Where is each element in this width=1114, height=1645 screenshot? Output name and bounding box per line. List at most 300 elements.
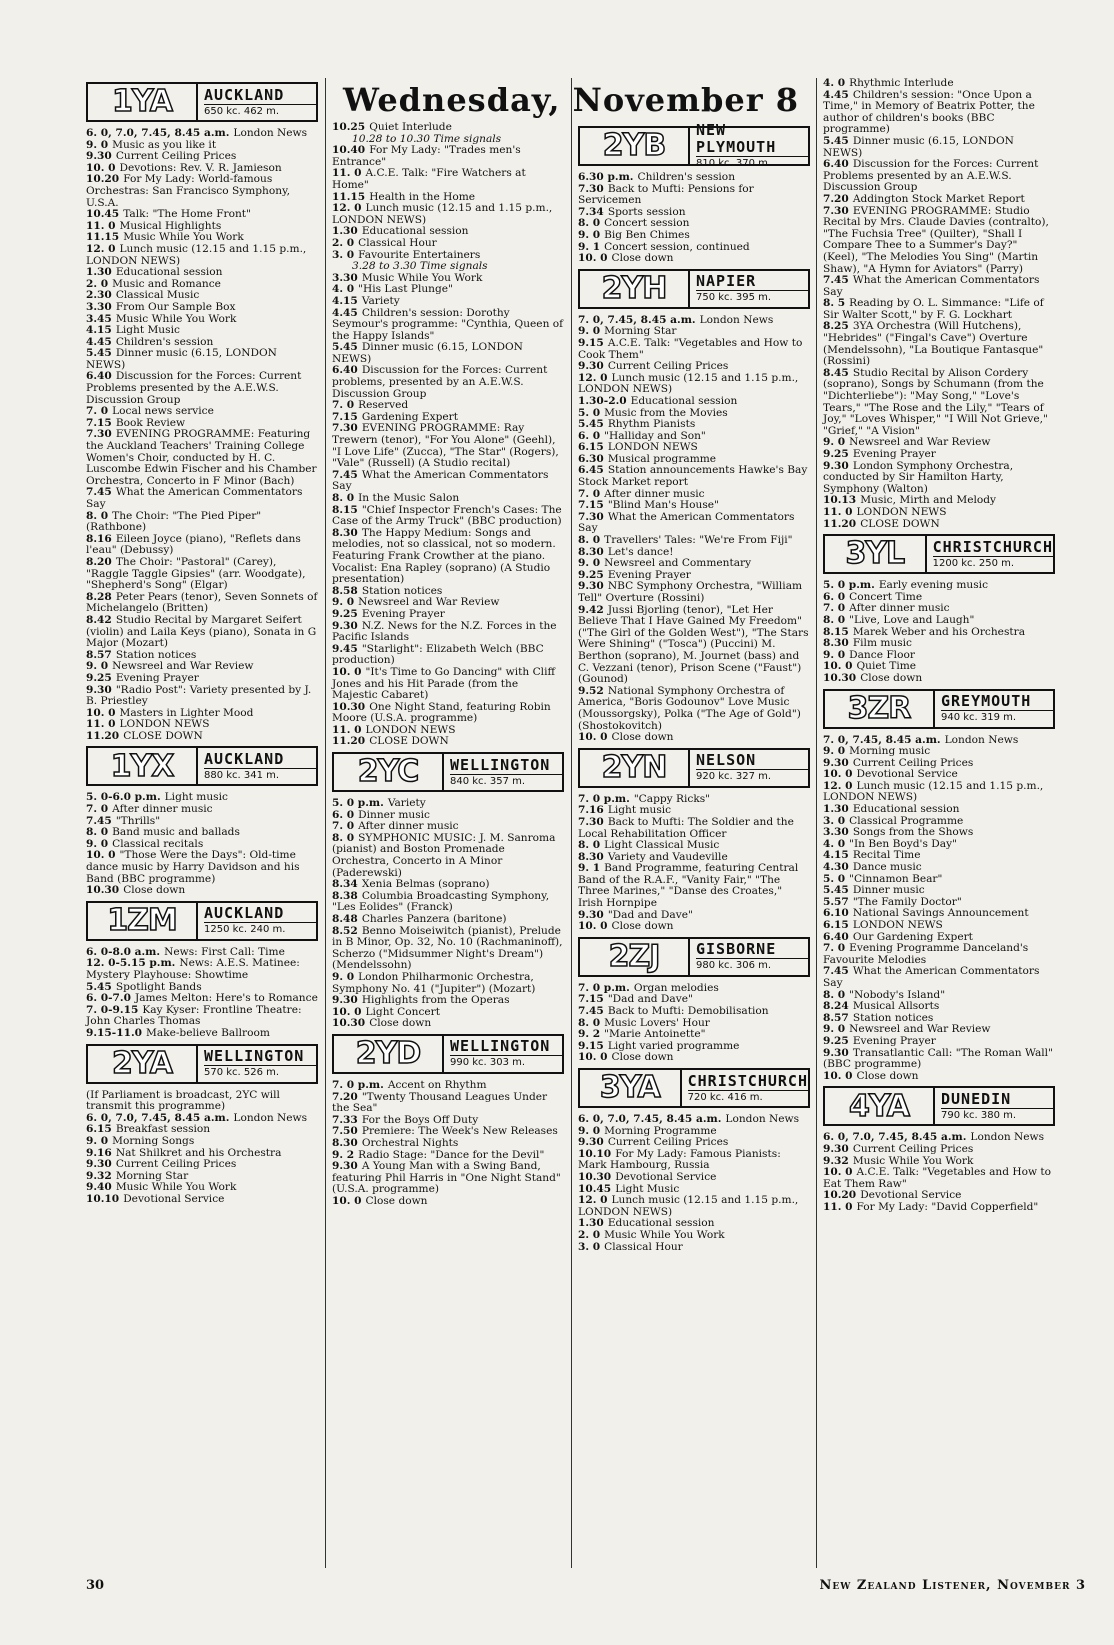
programme-time: 9.32 — [86, 1169, 112, 1182]
programme-title: Columbia Broadcasting Symphony, "Les Eolides" (Franck) — [332, 889, 550, 914]
page-title: Wednesday, November 8 — [342, 81, 800, 119]
programme-title: Music While You Work — [604, 1228, 725, 1241]
programme-title: Current Ceiling Prices — [115, 1158, 237, 1171]
programme-item — [332, 342, 564, 365]
programme-title: "Cinnamon Bear" — [849, 872, 943, 885]
programme-item — [332, 168, 564, 191]
station-frequency: 920 kc. 327 m. — [696, 771, 772, 783]
programme-time: 9. 0 — [578, 557, 601, 570]
programme-time: 8.30 — [578, 850, 604, 863]
programme-item — [823, 1167, 1055, 1190]
programme-time: 6. 0 — [823, 590, 846, 603]
programme-title: Current Ceiling Prices — [607, 1136, 729, 1149]
time-signal-note: 3.28 to 3.30 Time signals — [352, 260, 488, 273]
programme-time: 9.25 — [823, 1034, 849, 1047]
programme-title: Evening Prayer — [115, 671, 199, 684]
programme-title: Studio Recital by Margaret Seifert (violin) and Laila Keys (piano), Sonata in G Major (Mozart) — [86, 613, 317, 650]
programme-title: Classical Music — [115, 289, 200, 302]
programme-time: 4.15 — [332, 294, 358, 307]
station-header — [578, 937, 810, 977]
programme-time: 10. 0 — [332, 1194, 362, 1207]
station-name: NEW PLYMOUTH — [696, 122, 808, 157]
programme-title: For My Lady: Famous Pianists: Mark Hambourg, Russia — [578, 1147, 781, 1172]
station-frequency: 810 kc. 370 m. — [696, 158, 772, 169]
programme-title: LONDON NEWS — [607, 441, 698, 454]
programme-title: LONDON NEWS — [119, 718, 210, 731]
programme-title: Newsreel and War Review — [358, 596, 500, 609]
programme-item — [823, 159, 1055, 194]
programme-time: 8.57 — [823, 1011, 849, 1024]
programme-title: Educational session — [630, 394, 738, 407]
programme-time: 6. 0-8.0 a.m. — [86, 945, 161, 958]
programme-title: For My Lady: "Trades men's Entrance" — [332, 144, 521, 168]
programme-time: 4.15 — [823, 849, 849, 862]
programme-title: Light music — [607, 804, 672, 817]
programme-item — [332, 528, 564, 586]
programme-title: Music, Mirth and Melody — [860, 494, 997, 507]
programme-title: Close down — [611, 252, 674, 265]
programme-title: Music from the Movies — [604, 406, 728, 419]
programme-title: Early evening music — [878, 579, 988, 592]
station-name: AUCKLAND — [204, 905, 316, 923]
programme-time: 8. 0 — [332, 831, 355, 844]
station-frequency: 1250 kc. 240 m. — [204, 924, 286, 936]
programme-time: 9. 0 — [332, 970, 355, 983]
programme-time: 8.15 — [823, 625, 849, 638]
programme-time: 8.25 — [823, 320, 849, 333]
programme-item — [332, 308, 564, 343]
programme-item — [332, 891, 564, 914]
station-call-sign: 3ZR — [825, 691, 935, 727]
programme-time: 4. 0 — [823, 837, 846, 850]
programme-time: 5.45 — [86, 980, 112, 993]
programme-item — [823, 1071, 1055, 1083]
programme-title: Band Programme, featuring Central Band of the R.A.F., "Vanity Fair," "The Three Marines," "Danse des Croates," Irish Hornpipe — [578, 862, 799, 910]
programme-time: 12. 0 — [332, 202, 362, 215]
programme-item — [578, 921, 810, 933]
programme-time: 3. 0 — [332, 248, 355, 261]
programme-time: 12. 0-5.15 p.m. — [86, 957, 176, 970]
programme-title: Concert Time — [849, 590, 923, 603]
programme-time: 9. 0 — [823, 745, 846, 758]
programme-item — [332, 203, 564, 226]
programme-title: 3YA Orchestra (Will Hutchens), "Hebrides" ("Fingal's Cave") Overture (Mendelssohn), "La Boutique Fantasque" (Rossini) — [823, 320, 1044, 368]
programme-title: After dinner music — [604, 487, 705, 500]
programme-title: Children's session: Dorothy Seymour's programme: "Cynthia, Queen of the Happy Islands" — [332, 306, 564, 342]
programme-item — [332, 1018, 564, 1030]
programme-item — [86, 371, 318, 406]
programme-title: Station announcements Hawke's Bay Stock Market report — [578, 464, 808, 489]
programme-time: 8.45 — [823, 366, 849, 379]
programme-title: EVENING PROGRAMME: Ray Trewern (tenor), "For You Alone" (Geehl), "I Love Life" (Zucca), "The Star" (Rogers), "Vale" (Russell) (A Studio recital) — [332, 422, 559, 470]
programme-time: 6.40 — [823, 930, 849, 943]
programme-title: Morning music — [849, 745, 931, 758]
programme-title: Musical Allsorts — [852, 1000, 940, 1013]
programme-title: Songs from the Shows — [852, 826, 974, 839]
programme-title: Lunch music (12.15 and 1.15 p.m., LONDON NEWS) — [578, 1194, 799, 1218]
programme-time: 9.52 — [578, 684, 604, 697]
programme-title: "Marie Antoinette" — [604, 1028, 706, 1041]
programme-time: 6.10 — [823, 907, 849, 920]
programme-title: Dinner music — [358, 808, 430, 821]
programme-title: Music While You Work — [361, 271, 483, 284]
listener-page — [86, 78, 1086, 1608]
programme-item — [86, 429, 318, 487]
programme-time: 2. 0 — [86, 277, 109, 290]
programme-item — [578, 338, 810, 361]
station-name: AUCKLAND — [204, 87, 316, 105]
station-frequency: 980 kc. 306 m. — [696, 960, 772, 972]
programme-time: 3. 0 — [578, 1240, 601, 1253]
programme-time: 4.45 — [332, 306, 358, 319]
programme-time: 8.30 — [823, 637, 849, 650]
programme-title: Big Ben Chimes — [604, 228, 690, 241]
programme-time: 9.30 — [823, 459, 849, 472]
station-frequency: 880 kc. 341 m. — [204, 769, 280, 781]
programme-item — [86, 850, 318, 885]
programme-time: 7.45 — [823, 274, 849, 287]
programme-title: Make-believe Ballroom — [146, 1026, 270, 1039]
programme-item — [578, 817, 810, 840]
station-frequency: 1200 kc. 250 m. — [932, 557, 1015, 569]
programme-title: Radio Stage: "Dance for the Devil" — [358, 1148, 545, 1161]
programme-time: 8. 5 — [823, 297, 846, 310]
station-call-sign: 4YA — [825, 1088, 935, 1124]
programme-time: 9.30 — [86, 683, 112, 696]
programme-title: Educational session — [607, 1217, 715, 1230]
programme-item — [823, 298, 1055, 321]
programme-title: Close down — [856, 1069, 919, 1082]
programme-title: Educational session — [361, 225, 469, 238]
programme-title: From Our Sample Box — [115, 300, 236, 313]
programme-time: 6.40 — [823, 158, 849, 171]
programme-item — [578, 373, 810, 396]
programme-title: Children's session — [115, 335, 214, 348]
programme-time: 5.45 — [86, 347, 112, 360]
programme-title: Highlights from the Operas — [361, 994, 510, 1007]
programme-time: 10.45 — [86, 208, 120, 221]
programme-title: Masters in Lighter Mood — [119, 706, 254, 719]
programme-title: A.C.E. Talk: "Fire Watchers at Home" — [332, 167, 526, 191]
station-call-sign: 3YA — [580, 1070, 682, 1106]
programme-time: 9.30 — [823, 1046, 849, 1059]
programme-time: 8. 0 — [823, 613, 846, 626]
station-name: CHRISTCHURCH — [932, 537, 1053, 556]
programme-title: Close down — [123, 884, 186, 897]
programme-item — [86, 557, 318, 592]
station-call-sign: 2YC — [334, 754, 444, 790]
programme-time: 9.25 — [86, 671, 112, 684]
programme-time: 7. 0-9.15 — [86, 1003, 139, 1016]
time-signal-note: 10.28 to 10.30 Time signals — [352, 132, 502, 145]
programme-time: 4.45 — [86, 335, 112, 348]
programme-title: Quiet Interlude — [369, 121, 452, 133]
programme-title: Close down — [611, 731, 674, 744]
programme-time: 12. 0 — [578, 1194, 608, 1207]
programme-item — [86, 511, 318, 534]
programme-title: Let's dance! — [607, 545, 674, 558]
programme-title: London News — [944, 733, 1019, 746]
programme-title: Variety — [361, 294, 400, 307]
programme-time: 10. 0 — [823, 1069, 853, 1082]
programme-time: 10.30 — [332, 1017, 366, 1030]
programme-item — [332, 833, 564, 879]
programme-title: Jussi Bjorling (tenor), "Let Her Believe That I Have Gained My Freedom" ("The Girl of the Golden West"), "The Stars Were Shining" ("Tosca") (Puccini) M. Berthon (soprano), M. Journet (bass) and C. Vezzani (tenor), Prison Scene ("Faust") (Gounod) — [578, 603, 809, 686]
programme-time: 6.40 — [332, 364, 358, 377]
programme-title: Health in the Home — [369, 190, 476, 203]
programme-time: 1.30 — [578, 1217, 604, 1230]
programme-title: London News — [233, 1111, 308, 1124]
programme-item — [578, 512, 810, 535]
programme-title: One Night Stand, featuring Robin Moore (U.S.A. programme) — [332, 700, 551, 725]
programme-title: Current Ceiling Prices — [115, 150, 237, 163]
station-call-sign: 2YA — [88, 1046, 198, 1082]
programme-time: 8. 0 — [578, 839, 601, 852]
programme-title: Recital Time — [852, 849, 921, 862]
programme-time: 7.50 — [332, 1125, 358, 1138]
programme-time: 5.45 — [823, 134, 849, 147]
programme-title: News: First Call: Time — [164, 945, 285, 958]
programme-title: Concert session, continued — [604, 240, 750, 253]
programme-time: 9.32 — [823, 1154, 849, 1167]
programme-time: 9.30 — [578, 908, 604, 921]
programme-time: 1.30 — [823, 803, 849, 816]
programme-item — [823, 1202, 1055, 1214]
programme-time: 9.45 — [332, 642, 358, 655]
programme-time: 7.15 — [332, 410, 358, 423]
programme-time: 6.30 — [578, 452, 604, 465]
programme-title: Morning Programme — [604, 1124, 717, 1137]
station-header — [86, 901, 318, 941]
programme-time: 10. 0 — [578, 252, 608, 265]
programme-item — [578, 732, 810, 744]
programme-time: 10. 0 — [823, 768, 853, 781]
programme-title: "The Family Doctor" — [852, 895, 962, 908]
programme-time: 7.30 — [823, 204, 849, 217]
programme-time: 8.42 — [86, 613, 112, 626]
programme-title: Spotlight Bands — [115, 980, 202, 993]
programme-time: 7.15 — [578, 499, 604, 512]
programme-time: 10.10 — [578, 1147, 612, 1160]
programme-title: Back to Mufti: Pensions for Servicemen — [578, 182, 754, 207]
programme-title: Accent on Rhythm — [387, 1078, 487, 1091]
programme-time: 8.48 — [332, 913, 358, 925]
programme-title: Close down — [860, 671, 923, 684]
programme-time: 9. 0 — [578, 325, 601, 338]
programme-title: Light Classical Music — [604, 839, 720, 852]
programme-time: 5.45 — [823, 884, 849, 897]
programme-item — [823, 461, 1055, 496]
programme-title: "Cappy Ricks" — [633, 792, 711, 805]
programme-time: 5.57 — [823, 895, 849, 908]
programme-time: 4.15 — [86, 324, 112, 337]
programme-title: LONDON NEWS — [852, 919, 943, 931]
programme-title: Morning Star — [604, 325, 677, 338]
programme-title: Current Ceiling Prices — [852, 1142, 974, 1155]
programme-item — [823, 661, 1055, 673]
station-frequency: 940 kc. 319 m. — [941, 712, 1017, 723]
programme-item — [578, 465, 810, 488]
programme-item — [86, 1090, 318, 1113]
programme-title: Evening Prayer — [607, 568, 691, 581]
programme-title: Marek Weber and his Orchestra — [852, 625, 1026, 638]
programme-time: 7.45 — [823, 965, 849, 978]
programme-time: 1.30-2.0 — [578, 394, 627, 407]
programme-time: 7. 0 p.m. — [578, 981, 630, 994]
programme-time: 1.30 — [86, 266, 112, 279]
programme-title: Music While You Work — [115, 1181, 237, 1194]
programme-time: 9. 1 — [578, 240, 601, 253]
programme-item — [86, 685, 318, 708]
programme-time: 8.15 — [332, 503, 358, 516]
programme-time: 11. 0 — [86, 718, 116, 731]
programme-title: Favourite Entertainers — [358, 248, 481, 261]
programme-title: Music Lovers' Hour — [604, 1016, 710, 1029]
programme-time: 9. 0 — [578, 228, 601, 241]
programme-time: 3.30 — [86, 300, 112, 313]
programme-time: 8.28 — [86, 590, 112, 603]
programme-title: A.C.E. Talk: "Vegetables and How to Cook Them" — [578, 336, 803, 361]
programme-time: 6.45 — [578, 464, 604, 477]
programme-item — [578, 253, 810, 265]
programme-item — [332, 736, 564, 748]
programme-item — [578, 1195, 810, 1218]
station-header — [823, 1086, 1055, 1126]
programme-title: Premiere: The Week's New Releases — [361, 1125, 558, 1138]
programme-time: 11. 0 — [823, 1200, 853, 1213]
programme-time: 7.33 — [332, 1113, 358, 1126]
station-header — [332, 752, 564, 792]
programme-time: 7. 0 — [332, 820, 355, 833]
programme-title: Dinner music (6.15, LONDON NEWS) — [332, 341, 523, 365]
programme-title: Classical recitals — [112, 837, 204, 850]
programme-title: Lunch music (12.15 and 1.15 p.m., LONDON NEWS) — [823, 779, 1044, 804]
programme-title: Orchestral Nights — [361, 1136, 459, 1149]
programme-title: Music While You Work — [115, 312, 237, 325]
programme-time: 10.25 — [332, 121, 366, 133]
programme-time: 9.42 — [578, 603, 604, 616]
programme-title: The Choir: "The Pied Piper" (Rathbone) — [86, 509, 262, 534]
station-header — [823, 689, 1055, 729]
programme-item — [86, 534, 318, 557]
programme-title: Evening Programme Danceland's Favourite Melodies — [823, 942, 1029, 966]
programme-item — [332, 1196, 564, 1208]
station-call-sign: 2YB — [580, 128, 690, 164]
programme-time: 1.30 — [332, 225, 358, 238]
station-name: NELSON — [696, 752, 808, 770]
programme-title: Discussion for the Forces: Current problems, presented by an A.E.W.S. Discussion Group — [332, 364, 548, 400]
programme-time: 7. 0 — [823, 942, 846, 955]
programme-title: News: A.E.S. Matinee: Mystery Playhouse: Showtime — [86, 957, 300, 981]
programme-title: "Dad and Dave" — [607, 908, 693, 921]
programme-item — [823, 275, 1055, 298]
programme-time: 10. 0 — [578, 1051, 608, 1064]
programme-time: 8.16 — [86, 532, 112, 545]
programme-title: Newsreel and War Review — [112, 660, 254, 673]
programme-title: Breakfast session — [115, 1123, 211, 1136]
station-header — [86, 82, 318, 122]
programme-time: 9.25 — [578, 568, 604, 581]
programme-title: Discussion for the Forces: Current Problems presented by the A.E.W.S. Discussion Group — [86, 370, 302, 406]
programme-item — [332, 1007, 564, 1019]
programme-title: Back to Mufti: Demobilisation — [607, 1005, 769, 1018]
programme-time: 8. 0 — [578, 217, 601, 230]
station-frequency: 570 kc. 526 m. — [204, 1067, 280, 1079]
programme-time: 10. 0 — [823, 660, 853, 673]
programme-title: Dance Floor — [849, 648, 915, 661]
programme-title: "Blind Man's House" — [607, 499, 719, 512]
programme-title: NBC Symphony Orchestra, "William Tell" Overture (Rossini) — [578, 580, 803, 604]
programme-title: (If Parliament is broadcast, 2YC will transmit this programme) — [86, 1088, 280, 1113]
programme-title: "Chief Inspector French's Cases: The Case of the Army Truck" (BBC production) — [332, 503, 562, 528]
programme-title: EVENING PROGRAMME: Featuring the Auckland Teachers' Training College Women's Choir, conducted by H. C. Luscombe Edwin Fischer and his Chamber Orchestra, Concerto in F Minor (Bach) — [86, 428, 317, 487]
column-3 — [578, 122, 810, 1253]
station-header — [578, 269, 810, 309]
programme-time: 6.15 — [578, 441, 604, 454]
programme-item — [332, 365, 564, 400]
programme-title: Close down — [611, 1051, 674, 1064]
programme-time: 7.45 — [578, 1005, 604, 1018]
programme-time: 8. 0 — [86, 509, 109, 522]
programme-item — [578, 1242, 810, 1254]
programme-item — [86, 731, 318, 743]
programme-item — [823, 781, 1055, 804]
programme-title: Devotional Service — [860, 1189, 962, 1202]
programme-item — [86, 885, 318, 897]
programme-time: 11.15 — [86, 231, 120, 244]
programme-title: SYMPHONIC MUSIC: J. M. Sanroma (pianist) and Boston Promenade Orchestra, Concerto in A Minor (Paderewski) — [332, 831, 556, 879]
programme-item — [332, 470, 564, 493]
programme-title: Variety and Vaudeville — [607, 850, 728, 863]
programme-item — [578, 1052, 810, 1064]
programme-time: 3.30 — [823, 826, 849, 839]
programme-time: 7. 0, 7.45, 8.45 a.m. — [578, 313, 696, 326]
programme-item — [823, 673, 1055, 685]
programme-time: 8. 0 — [578, 534, 601, 547]
programme-title: Close down — [611, 920, 674, 933]
programme-title: Morning Star — [115, 1169, 189, 1182]
programme-time: 4.30 — [823, 861, 849, 874]
programme-time: 7. 0 — [86, 803, 109, 816]
programme-time: 7.30 — [578, 815, 604, 828]
programme-title: Morning Songs — [112, 1134, 195, 1147]
programme-time: 9.15 — [578, 1039, 604, 1052]
programme-title: Music While You Work — [123, 231, 244, 244]
programme-time: 9. 0 — [86, 138, 109, 151]
programme-title: The Choir: "Pastoral" (Carey), "Raggle Taggle Gipsies" (arr. Woodgate), "Shepherd's Song" (Elgar) — [86, 555, 306, 592]
column-2 — [332, 122, 564, 1207]
programme-time: 9. 0 — [86, 660, 109, 673]
programme-time: 9.16 — [86, 1146, 112, 1159]
programme-title: What the American Commentators Say — [823, 274, 1040, 298]
programme-title: Band music and ballads — [112, 826, 240, 839]
programme-time: 7.45 — [86, 814, 112, 827]
programme-title: Light Music — [115, 324, 180, 337]
programme-title: "Twenty Thousand Leagues Under the Sea" — [332, 1090, 548, 1115]
programme-title: After dinner music — [112, 803, 213, 816]
programme-time: 8. 0 — [578, 1016, 601, 1029]
page-number: 30 — [86, 1578, 105, 1593]
programme-title: Classical Programme — [849, 814, 964, 827]
programme-title: Newsreel and Commentary — [604, 557, 752, 570]
programme-time: 8. 0 — [823, 988, 846, 1001]
programme-time: 5. 0 p.m. — [332, 797, 384, 810]
programme-title: Newsreel and War Review — [849, 436, 991, 449]
station-name: WELLINGTON — [450, 757, 562, 775]
programme-title: "His Last Plunge" — [358, 283, 453, 296]
programme-title: London News — [699, 313, 774, 326]
programme-time: 7. 0 p.m. — [332, 1078, 384, 1091]
